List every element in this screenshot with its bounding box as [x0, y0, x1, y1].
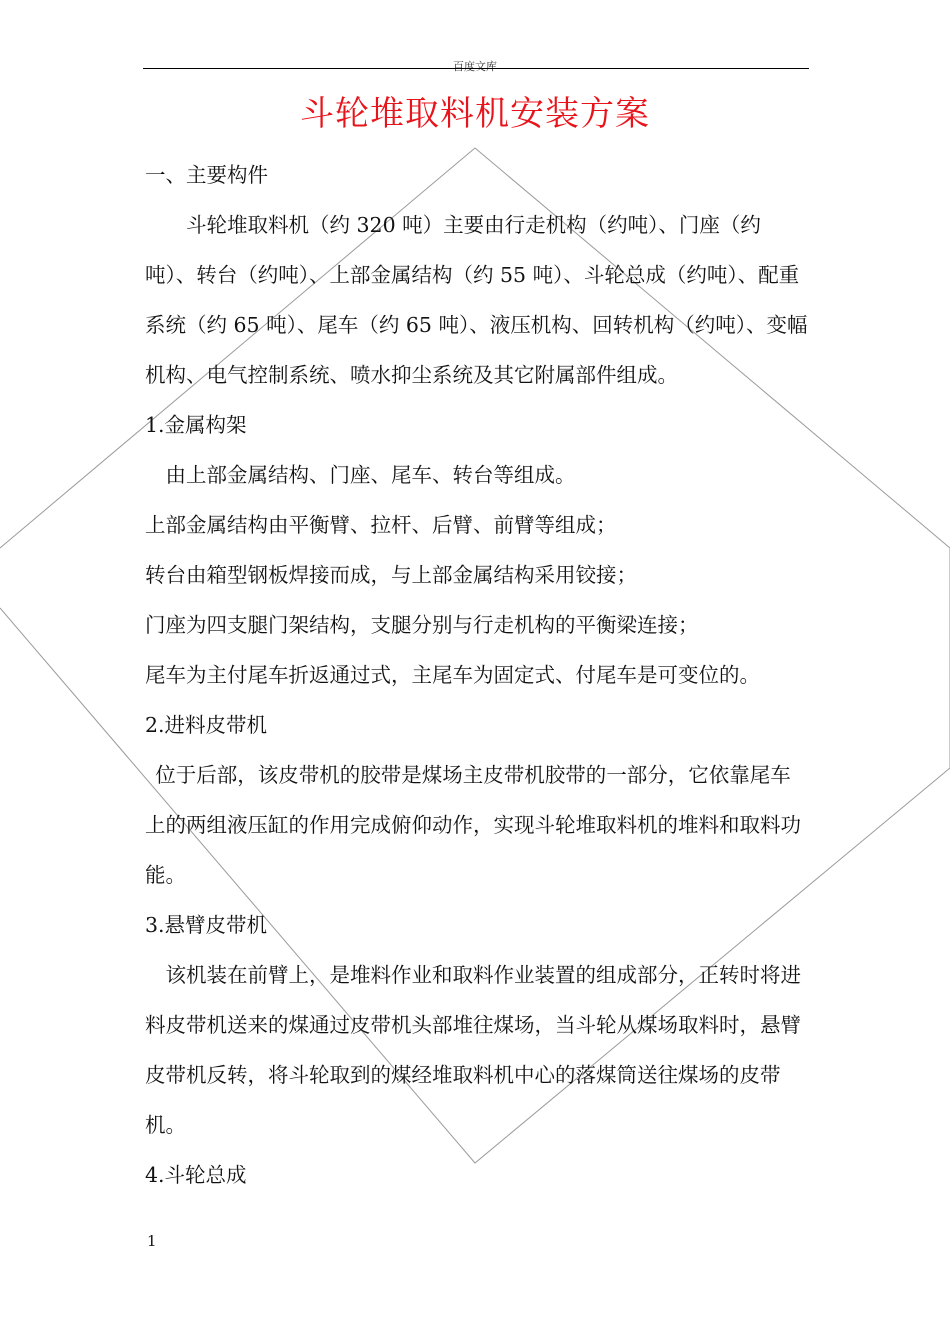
section-heading: 1.金属构架	[145, 413, 247, 437]
section-heading: 一、主要构件	[145, 163, 268, 187]
page-number: 1	[147, 1232, 157, 1250]
section-heading: 4.斗轮总成	[145, 1163, 247, 1187]
document-body	[145, 150, 809, 1200]
paragraph: 由上部金属结构、门座、尾车、转台等组成。	[165, 463, 576, 487]
header-rule	[143, 68, 809, 69]
paragraph: 斗轮堆取料机（约 320 吨）主要由行走机构（约吨）、门座（约吨）、转台（约吨）、上部金属结构（约 55 吨）、斗轮总成（约吨）、配重系统（约 65 吨）、尾车（约 65 吨）、液压机构、回转机构（约吨）、变幅机构、电气控制系统、喷水抑尘系统及其它附属部件组成。	[145, 213, 808, 387]
paragraph: 转台由箱型钢板焊接而成，与上部金属结构采用铰接；	[145, 563, 637, 587]
section-heading: 3.悬臂皮带机	[145, 913, 268, 937]
page-header: 百度文库	[453, 60, 497, 73]
paragraph: 该机装在前臂上，是堆料作业和取料作业装置的组成部分，正转时将进料皮带机送来的煤通过皮带机头部堆往煤场，当斗轮从煤场取料时，悬臂皮带机反转，将斗轮取到的煤经堆取料机中心的落煤筒送往煤场的皮带机。	[145, 963, 801, 1137]
section-heading: 2.进料皮带机	[145, 713, 268, 737]
paragraph: 尾车为主付尾车折返通过式，主尾车为固定式、付尾车是可变位的。	[145, 663, 760, 687]
paragraph: 位于后部，该皮带机的胶带是煤场主皮带机胶带的一部分，它依靠尾车上的两组液压缸的作用完成俯仰动作，实现斗轮堆取料机的堆料和取料功能。	[145, 763, 801, 887]
paragraph: 上部金属结构由平衡臂、拉杆、后臂、前臂等组成；	[145, 513, 617, 537]
document-title: 斗轮堆取料机安装方案	[300, 94, 650, 134]
paragraph: 门座为四支腿门架结构，支腿分别与行走机构的平衡梁连接；	[145, 613, 699, 637]
